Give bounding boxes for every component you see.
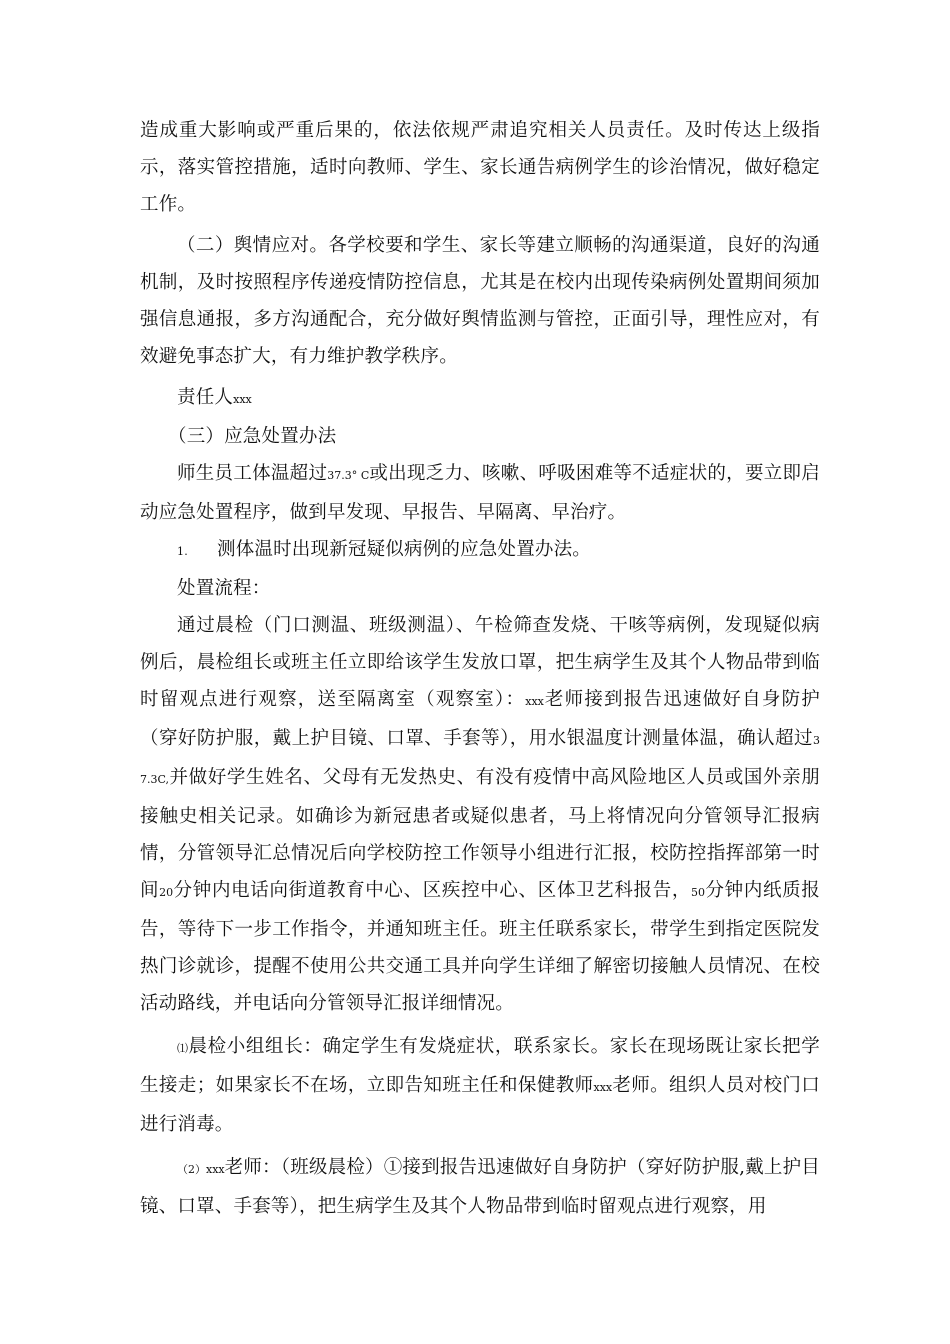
minutes-value: 20 (159, 886, 174, 899)
paragraph-text: 并做好学生姓名、父母有无发热史、有没有疫情中高风险地区人员或国外亲朋接触史相关记录。如确诊为新冠患者或疑似患者，马上将情况向分管领导汇报病情，分管领导汇总情况后向学校防控工作领导小组进行汇报，校防控指挥部第一时间 (140, 767, 820, 901)
paragraph-text: 老师接到报告迅速做好自身防护（穿好防护服，戴上护目镜、口罩、手套等），用水银温度计测量体温，确认超过 (140, 689, 820, 749)
paragraph-teacher-class-check (140, 1149, 820, 1225)
paragraph-morning-check-leader (140, 1028, 820, 1143)
paragraph-responsible-person (140, 379, 820, 418)
teacher-name: xxx (525, 695, 544, 708)
temperature-value: 37.3C, (140, 734, 820, 786)
paragraph-text: 晨检小组组长：确定学生有发烧症状，联系家长。家长在现场既让家长把学生接走；如果家长不在场，立即告知班主任和保健教师 (140, 1036, 820, 1096)
paragraph-public-opinion (140, 227, 820, 375)
responsible-label: 责任人 (177, 387, 234, 408)
item-number: ⑴ (177, 1042, 189, 1055)
list-item-text: 测体温时出现新冠疑似病例的应急处置办法。 (217, 539, 592, 560)
paragraph-text: 老师：（班级晨检）①接到报告迅速做好自身防护（穿好防护服,戴上护目镜、口罩、手套等），把生病学生及其个人物品带到临时留观点进行观察，用 (140, 1157, 821, 1217)
paragraph-text: 分钟内纸质报告，等待下一步工作指令，并通知班主任。班主任联系家长，带学生到指定医院发热门诊就诊，提醒不使用公共交通工具并向学生详细了解密切接触人员情况、在校活动路线，并电话向分管领导汇报详细情况。 (140, 880, 821, 1014)
paragraph-procedure-detail (140, 607, 820, 1022)
section-heading-text: （三）应急处置办法 (168, 426, 337, 447)
minutes-value: 50 (691, 886, 706, 899)
item-number: （2） (177, 1163, 207, 1176)
list-item-1 (140, 531, 820, 570)
document-body (140, 112, 820, 1225)
paragraph-accountability (140, 112, 820, 223)
paragraph-text: 老师。组织人员对校门口进行消毒。 (140, 1075, 820, 1135)
temperature-value: 37.3° C (327, 469, 370, 482)
paragraph-text: 造成重大影响或严重后果的，依法依规严肃追究相关人员责任。及时传达上级指示，落实管控措施，适时向教师、学生、家长通告病例学生的诊治情况，做好稳定工作。 (140, 120, 820, 215)
paragraph-text: （二）舆情应对。各学校要和学生、家长等建立顺畅的沟通渠道，良好的沟通机制，及时按照程序传递疫情防控信息，尤其是在校内出现传染病例处置期间须加强信息通报，多方沟通配合，充分做好舆情监测与管控，正面引导，理性应对，有效避免事态扩大，有力维护教学秩序。 (140, 235, 820, 367)
paragraph-text: 通过晨检（门口测温、班级测温）、午检筛查发烧、干咳等病例，发现疑似病例后，晨检组长或班主任立即给该学生发放口罩，把生病学生及其个人物品带到临时留观点进行观察，送至隔离室（观察室）： (140, 615, 820, 710)
paragraph-text: 处置流程： (177, 578, 271, 599)
paragraph-text: 师生员工体温超过 (177, 463, 328, 484)
teacher-name: xxx (593, 1081, 613, 1094)
paragraph-text: 分钟内电话向街道教育中心、区疾控中心、区体卫艺科报告， (173, 880, 692, 901)
responsible-name: xxx (233, 393, 252, 406)
teacher-name: xxx (206, 1163, 225, 1176)
paragraph-temperature-threshold (140, 455, 820, 531)
paragraph-text: 或出现乏力、咳嗽、呼吸困难等不适症状的，要立即启动应急处置程序，做到早发现、早报告、早隔离、早治疗。 (140, 463, 820, 523)
section-heading-emergency (140, 418, 820, 455)
list-number: 1. (177, 545, 188, 558)
paragraph-procedure-heading (140, 570, 820, 607)
